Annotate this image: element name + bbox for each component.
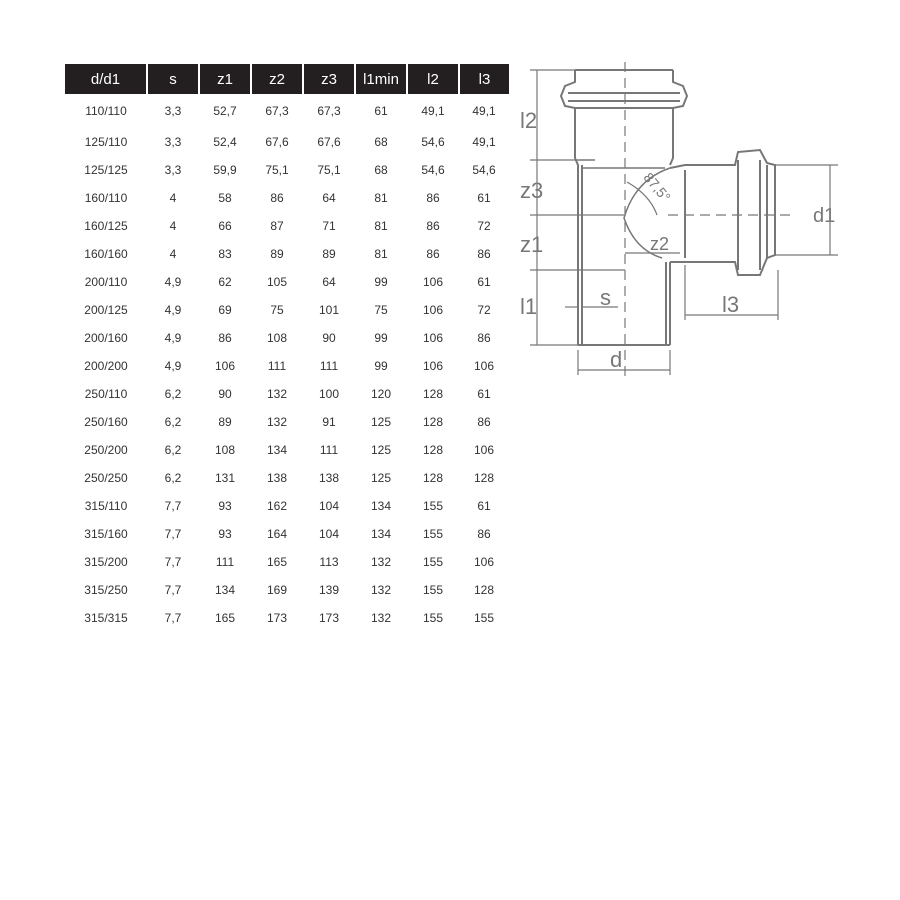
label-l1: l1 xyxy=(520,294,538,319)
table-cell: 155 xyxy=(422,499,444,513)
label-s: s xyxy=(600,285,611,310)
table-cell: 315/200 xyxy=(84,555,128,569)
table-cell: 128 xyxy=(422,443,444,457)
column-header-d-d1: d/d1 xyxy=(65,64,147,94)
table-row xyxy=(65,212,509,240)
column-header-z3: z3 xyxy=(303,64,355,94)
column-header-s: s xyxy=(147,64,199,94)
table-cell: 315/160 xyxy=(84,527,128,541)
table-cell: 111 xyxy=(319,359,339,373)
label-angle: 87,5° xyxy=(640,169,674,205)
table-row xyxy=(65,240,509,268)
table-cell: 111 xyxy=(319,443,339,457)
label-z3: z3 xyxy=(520,178,544,203)
table-cell: 160/160 xyxy=(84,247,128,261)
table-cell: 86 xyxy=(426,247,440,261)
table-cell: 81 xyxy=(374,247,388,261)
table-cell: 68 xyxy=(374,163,388,177)
table-cell: 99 xyxy=(374,359,388,373)
table-cell: 64 xyxy=(322,191,336,205)
label-d1: d1 xyxy=(813,205,836,227)
table-cell: 90 xyxy=(218,387,232,401)
table-cell: 132 xyxy=(370,611,392,625)
table-row xyxy=(65,548,509,576)
table-cell: 125 xyxy=(370,415,392,429)
table-cell: 106 xyxy=(422,359,444,373)
table-cell: 6,2 xyxy=(164,415,182,429)
table-cell: 4,9 xyxy=(164,303,182,317)
table-cell: 61 xyxy=(477,275,491,289)
table-cell: 111 xyxy=(267,359,287,373)
table-cell: 315/250 xyxy=(84,583,128,597)
table-cell: 315/110 xyxy=(84,499,128,513)
table-cell: 200/160 xyxy=(84,331,128,345)
table-cell: 4,9 xyxy=(164,359,182,373)
table-row xyxy=(65,296,509,324)
table-cell: 86 xyxy=(477,527,491,541)
table-cell: 4 xyxy=(169,219,177,233)
table-row xyxy=(65,268,509,296)
label-l2: l2 xyxy=(520,108,538,133)
table-cell: 173 xyxy=(318,611,340,625)
table-row xyxy=(65,492,509,520)
table-row xyxy=(65,604,509,632)
tee-fitting-diagram xyxy=(500,60,850,390)
table-cell: 52,7 xyxy=(213,104,237,118)
table-cell: 91 xyxy=(322,415,336,429)
table-cell: 200/125 xyxy=(84,303,128,317)
table-cell: 128 xyxy=(473,583,495,597)
table-cell: 62 xyxy=(218,275,232,289)
table-cell: 61 xyxy=(477,191,491,205)
table-row xyxy=(65,464,509,492)
table-cell: 86 xyxy=(477,331,491,345)
main-pipe xyxy=(561,70,687,345)
table-cell: 67,3 xyxy=(265,104,289,118)
table-cell: 99 xyxy=(374,275,388,289)
label-z2: z2 xyxy=(650,234,670,254)
table-cell: 106 xyxy=(473,443,495,457)
table-cell: 86 xyxy=(477,415,491,429)
table-cell: 54,6 xyxy=(421,135,445,149)
table-cell: 54,6 xyxy=(472,163,496,177)
table-cell: 67,6 xyxy=(265,135,289,149)
table-cell: 134 xyxy=(214,583,236,597)
table-cell: 86 xyxy=(426,191,440,205)
table-cell: 125 xyxy=(370,471,392,485)
table-cell: 134 xyxy=(370,527,392,541)
table-cell: 106 xyxy=(422,303,444,317)
column-header-z1: z1 xyxy=(199,64,251,94)
table-cell: 61 xyxy=(374,104,388,118)
table-cell: 89 xyxy=(218,415,232,429)
table-cell: 61 xyxy=(477,387,491,401)
table-cell: 155 xyxy=(473,611,495,625)
table-cell: 250/110 xyxy=(84,387,128,401)
table-cell: 66 xyxy=(218,219,232,233)
table-cell: 69 xyxy=(218,303,232,317)
table-cell: 108 xyxy=(214,443,236,457)
table-row xyxy=(65,128,509,156)
table-cell: 54,6 xyxy=(421,163,445,177)
table-cell: 6,2 xyxy=(164,387,182,401)
table-cell: 113 xyxy=(319,555,339,569)
table-cell: 49,1 xyxy=(472,135,496,149)
table-cell: 106 xyxy=(473,555,495,569)
table-cell: 83 xyxy=(218,247,232,261)
table-cell: 173 xyxy=(266,611,288,625)
table-cell: 250/200 xyxy=(84,443,128,457)
table-cell: 139 xyxy=(318,583,340,597)
table-cell: 125/125 xyxy=(84,163,128,177)
table-cell: 132 xyxy=(370,555,392,569)
table-cell: 61 xyxy=(477,499,491,513)
table-cell: 106 xyxy=(422,275,444,289)
table-cell: 90 xyxy=(322,331,336,345)
label-z1: z1 xyxy=(520,232,544,257)
table-cell: 125 xyxy=(370,443,392,457)
table-cell: 134 xyxy=(266,443,288,457)
table-cell: 7,7 xyxy=(164,611,182,625)
table-row xyxy=(65,576,509,604)
table-cell: 87 xyxy=(270,219,284,233)
table-cell: 7,7 xyxy=(164,499,182,513)
table-cell: 89 xyxy=(270,247,284,261)
table-cell: 68 xyxy=(374,135,388,149)
column-header-l2: l2 xyxy=(407,64,459,94)
table-cell: 72 xyxy=(477,303,491,317)
table-cell: 4,9 xyxy=(164,331,182,345)
table-cell: 120 xyxy=(370,387,392,401)
table-cell: 86 xyxy=(426,219,440,233)
table-header-row xyxy=(65,64,509,94)
table-row xyxy=(65,352,509,380)
table-row xyxy=(65,520,509,548)
table-cell: 106 xyxy=(422,331,444,345)
table-cell: 89 xyxy=(322,247,336,261)
label-d: d xyxy=(610,347,623,372)
table-cell: 7,7 xyxy=(164,555,182,569)
table-cell: 3,3 xyxy=(164,163,182,177)
table-cell: 93 xyxy=(218,527,232,541)
table-cell: 6,2 xyxy=(164,443,182,457)
table-cell: 160/110 xyxy=(84,191,128,205)
table-row xyxy=(65,94,509,128)
table-cell: 86 xyxy=(270,191,284,205)
table-cell: 106 xyxy=(473,359,495,373)
table-cell: 162 xyxy=(266,499,288,513)
label-l3: l3 xyxy=(722,292,740,317)
dimensions-table xyxy=(65,64,509,632)
table-cell: 125/110 xyxy=(84,135,128,149)
table-cell: 104 xyxy=(318,499,340,513)
table-cell: 93 xyxy=(218,499,232,513)
table-cell: 200/110 xyxy=(84,275,128,289)
table-cell: 132 xyxy=(370,583,392,597)
table-row xyxy=(65,184,509,212)
table-cell: 104 xyxy=(318,527,340,541)
table-cell: 128 xyxy=(422,387,444,401)
table-cell: 200/200 xyxy=(84,359,128,373)
table-cell: 81 xyxy=(374,191,388,205)
table-cell: 155 xyxy=(422,555,444,569)
table-cell: 3,3 xyxy=(164,135,182,149)
table-cell: 250/160 xyxy=(84,415,128,429)
table-cell: 49,1 xyxy=(421,104,445,118)
table-cell: 132 xyxy=(266,387,288,401)
table-cell: 105 xyxy=(266,275,288,289)
table-cell: 132 xyxy=(266,415,288,429)
table-cell: 3,3 xyxy=(164,104,182,118)
table-cell: 111 xyxy=(215,555,235,569)
table-cell: 315/315 xyxy=(84,611,128,625)
table-cell: 131 xyxy=(214,471,236,485)
table-cell: 72 xyxy=(477,219,491,233)
table-cell: 128 xyxy=(422,471,444,485)
table-cell: 4 xyxy=(169,191,177,205)
table-cell: 7,7 xyxy=(164,527,182,541)
table-cell: 128 xyxy=(422,415,444,429)
table-cell: 155 xyxy=(422,527,444,541)
table-cell: 164 xyxy=(266,527,288,541)
table-cell: 128 xyxy=(473,471,495,485)
table-cell: 67,3 xyxy=(317,104,341,118)
table-cell: 4 xyxy=(169,247,177,261)
table-cell: 134 xyxy=(370,499,392,513)
table-cell: 75,1 xyxy=(265,163,289,177)
table-cell: 59,9 xyxy=(213,163,237,177)
table-cell: 99 xyxy=(374,331,388,345)
column-header-z2: z2 xyxy=(251,64,303,94)
table-cell: 75 xyxy=(374,303,388,317)
table-cell: 106 xyxy=(214,359,236,373)
table-cell: 169 xyxy=(266,583,288,597)
table-cell: 75 xyxy=(270,303,284,317)
table-cell: 155 xyxy=(422,611,444,625)
table-cell: 75,1 xyxy=(317,163,341,177)
table-row xyxy=(65,436,509,464)
center-lines xyxy=(625,62,790,380)
table-cell: 71 xyxy=(322,219,336,233)
column-header-l1min: l1min xyxy=(355,64,407,94)
table-cell: 250/250 xyxy=(84,471,128,485)
table-cell: 138 xyxy=(318,471,340,485)
table-cell: 101 xyxy=(318,303,340,317)
table-cell: 49,1 xyxy=(472,104,496,118)
table-cell: 86 xyxy=(477,247,491,261)
table-cell: 58 xyxy=(218,191,232,205)
table-row xyxy=(65,380,509,408)
table-cell: 52,4 xyxy=(213,135,237,149)
table-row xyxy=(65,156,509,184)
table-cell: 64 xyxy=(322,275,336,289)
table-cell: 6,2 xyxy=(164,471,182,485)
table-cell: 100 xyxy=(318,387,340,401)
table-cell: 86 xyxy=(218,331,232,345)
column-header-l3: l3 xyxy=(459,64,509,94)
table-row xyxy=(65,324,509,352)
table-cell: 165 xyxy=(266,555,288,569)
table-cell: 108 xyxy=(266,331,288,345)
table-cell: 165 xyxy=(214,611,236,625)
table-cell: 138 xyxy=(266,471,288,485)
table-cell: 155 xyxy=(422,583,444,597)
table-cell: 110/110 xyxy=(85,104,127,118)
table-row xyxy=(65,408,509,436)
table-cell: 4,9 xyxy=(164,275,182,289)
table-cell: 67,6 xyxy=(317,135,341,149)
table-cell: 81 xyxy=(374,219,388,233)
table-cell: 7,7 xyxy=(164,583,182,597)
table-cell: 160/125 xyxy=(84,219,128,233)
